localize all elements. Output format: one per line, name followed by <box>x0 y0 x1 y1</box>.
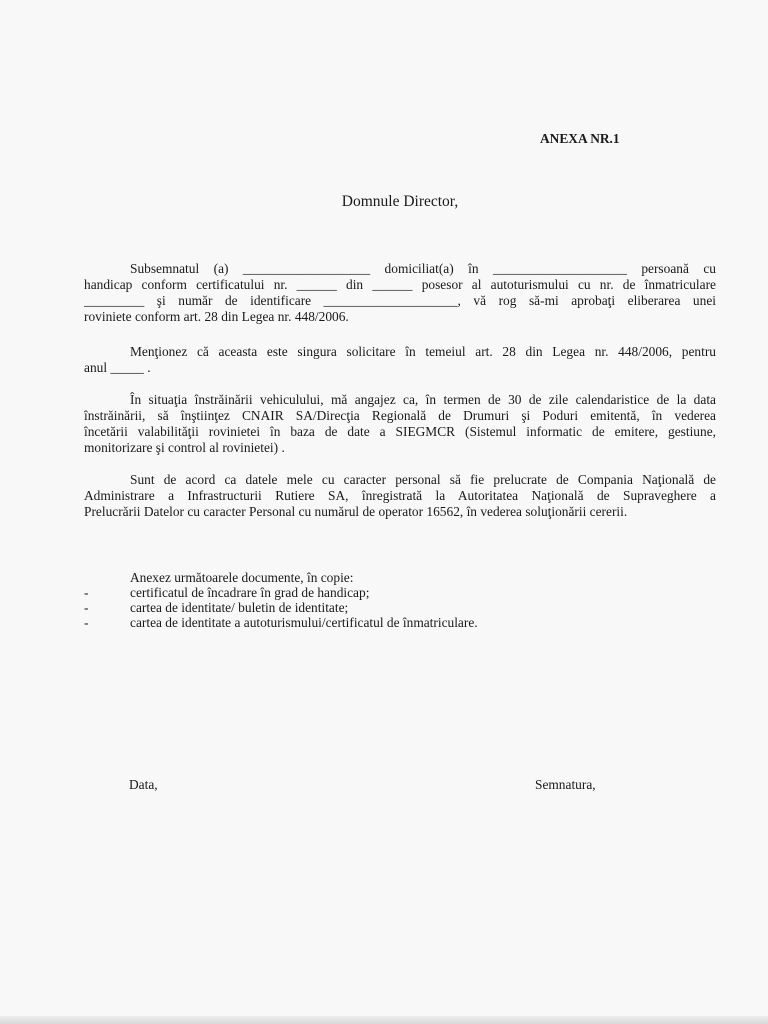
annex-title: ANEXA NR.1 <box>540 131 620 146</box>
paragraph-line: Prelucrării Datelor cu caracter Personal cu numărul de operator 16562, în vederea soluţionării cererii. <box>84 504 628 519</box>
bullet-dash: - <box>84 585 89 600</box>
paragraph-line: anul _____ . <box>84 360 151 375</box>
date-label: Data, <box>129 777 158 792</box>
list-item <box>84 585 704 600</box>
list-item <box>84 615 704 630</box>
list-item <box>84 600 704 615</box>
paragraph-line: Subsemnatul (a) ___________________ domiciliat(a) în ____________________ persoană cu <box>130 261 716 276</box>
attachments-intro: Anexez următoarele documente, în copie: <box>130 570 354 585</box>
data-consent-paragraph <box>84 472 716 520</box>
signature-label: Semnatura, <box>535 777 596 792</box>
paragraph-line: Sunt de acord ca datele mele cu caracter personal să fie prelucrate de Compania Naţională de <box>130 472 716 487</box>
paragraph-line: Menţionez că aceasta este singura solicitare în temeiul art. 28 din Legea nr. 448/2006, pentru <box>130 344 716 359</box>
list-item-text: certificatul de încadrare în grad de handicap; <box>130 585 370 600</box>
paragraph-line: monitorizare şi control al rovinietei) . <box>84 440 285 455</box>
scan-edge <box>0 1016 768 1024</box>
paragraph-line: În situaţia înstrăinării vehiculului, mă angajez ca, în termen de 30 de zile calendaristice de la data <box>130 392 716 407</box>
paragraph-line: handicap conform certificatului nr. ______ din ______ posesor al autoturismului cu nr. de înmatriculare <box>84 277 716 292</box>
salutation: Domnule Director, <box>341 193 459 210</box>
declaration-paragraph <box>84 344 716 376</box>
list-item-text: cartea de identitate a autoturismului/certificatul de înmatriculare. <box>130 615 478 630</box>
list-item-text: cartea de identitate/ buletin de identitate; <box>130 600 349 615</box>
attachments-list <box>84 570 704 630</box>
paragraph-line: încetării valabilităţii rovinietei în baza de date a SIEGMCR (Sistemul informatic de emitere, gestiune, <box>84 424 716 439</box>
paragraph-line: _________ şi număr de identificare ____________________, vă rog să-mi aprobaţi eliberarea unei <box>84 293 716 308</box>
paragraph-line: roviniete conform art. 28 din Legea nr. 448/2006. <box>84 309 349 324</box>
paragraph-line: Administrare a Infrastructurii Rutiere SA, înregistrată la Autoritatea Naţională de Supraveghere a <box>84 488 716 503</box>
bullet-dash: - <box>84 615 89 630</box>
bullet-dash: - <box>84 600 89 615</box>
vehicle-sale-paragraph <box>84 392 716 456</box>
request-paragraph <box>84 261 716 325</box>
paragraph-line: înstrăinării, să înştiinţez CNAIR SA/Direcţia Regională de Drumuri şi Poduri emitentă, în vederea <box>84 408 716 423</box>
